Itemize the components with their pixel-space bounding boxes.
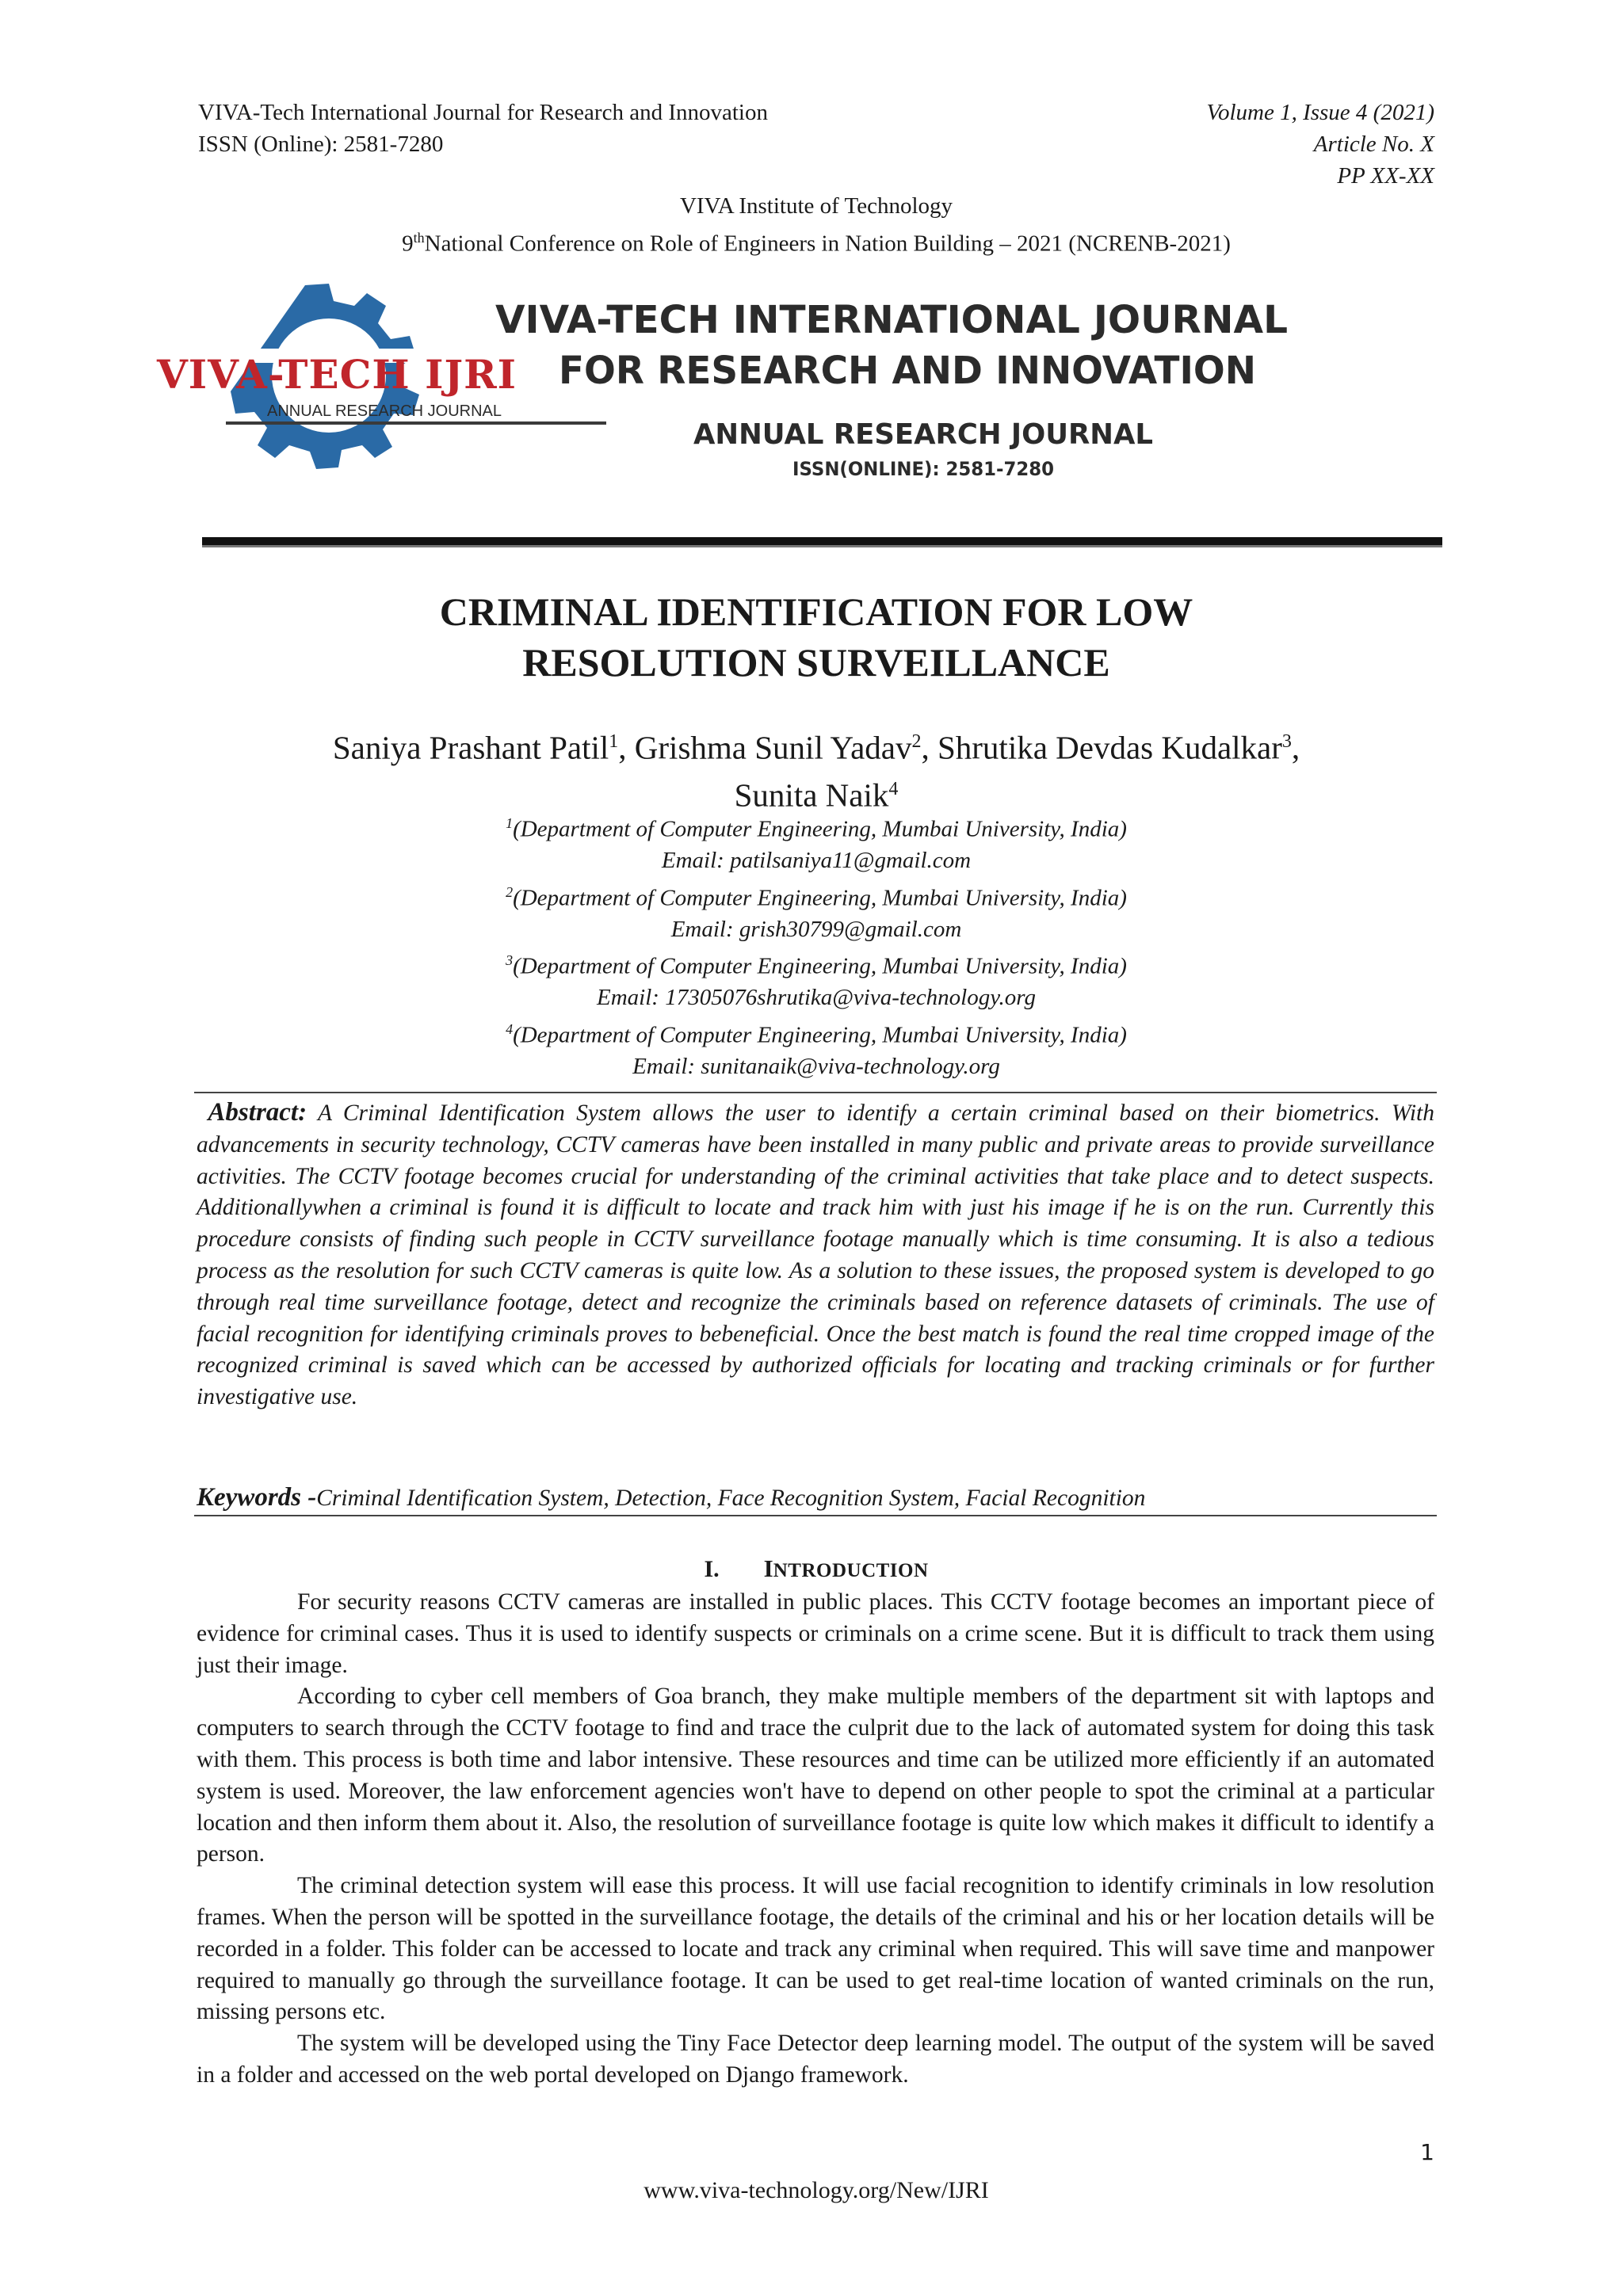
title-line-2: RESOLUTION SURVEILLANCE <box>522 640 1110 685</box>
affiliation <box>198 877 1434 914</box>
running-header-left <box>198 97 911 160</box>
author-list <box>198 721 1434 815</box>
logo-swoosh <box>226 421 606 425</box>
logo-subtitle: ANNUAL RESEARCH JOURNAL <box>267 402 502 420</box>
conference-ordinal-suffix: th <box>413 230 425 246</box>
affil-mark: 1 <box>506 815 514 831</box>
affiliation <box>198 808 1434 845</box>
journal-name: VIVA-Tech International Journal for Research and Innovation <box>198 100 768 125</box>
affil-mark: 3 <box>506 952 514 969</box>
author-name: Saniya Prashant Patil <box>332 729 609 766</box>
author-affil-mark: 4 <box>888 778 899 799</box>
author-separator: , <box>1291 729 1300 766</box>
conference-header <box>198 190 1434 260</box>
keywords <box>197 1482 1434 1514</box>
running-header-right <box>1030 97 1434 192</box>
page-range: PP XX-XX <box>1337 163 1434 189</box>
keywords-label: Keywords - <box>197 1483 317 1512</box>
conference-ordinal: 9 <box>402 231 414 257</box>
title-line-1: CRIMINAL IDENTIFICATION FOR LOW <box>439 589 1193 634</box>
affil-email: Email: sunitanaik@viva-technology.org <box>632 1054 1000 1080</box>
affil-mark: 4 <box>506 1020 514 1037</box>
author-affil-mark: 2 <box>911 731 922 752</box>
banner-divider <box>202 537 1442 545</box>
banner-subtitle: ANNUAL RESEARCH JOURNAL <box>693 418 1153 451</box>
author-affil-mark: 1 <box>609 731 619 752</box>
affil-dept: (Department of Computer Engineering, Mumbai University, India) <box>513 816 1127 842</box>
affiliation-list <box>198 808 1434 1083</box>
article-number: Article No. X <box>1313 132 1434 157</box>
paragraph: According to cyber cell members of Goa branch, they make multiple members of the department sit with laptops and computers to search through the CCTV footage to find and trace the culprit due to the lack of automated system for doing this task with them. This process is both time and labor intensive. These resources and time can be utilized more efficiently if an automated system is used. Moreover, the law enforcement agencies won't have to depend on other people to spot the criminal at a particular location and then inform them about it. Also, the resolution of surveillance footage is quite low which makes it difficult to identify a person. <box>197 1684 1434 1867</box>
affiliation <box>198 945 1434 982</box>
affil-dept: (Department of Computer Engineering, Mumbai University, India) <box>513 1022 1127 1048</box>
affil-dept: (Department of Computer Engineering, Mumbai University, India) <box>513 885 1127 911</box>
affil-email: Email: 17305076shrutika@viva-technology.org <box>597 985 1036 1011</box>
volume-issue: Volume 1, Issue 4 (2021) <box>1206 100 1434 125</box>
author-affil-mark: 3 <box>1281 731 1292 752</box>
journal-banner <box>156 285 1399 491</box>
keywords-text: Criminal Identification System, Detection, Face Recognition System, Facial Recognition <box>316 1486 1146 1511</box>
affil-mark: 2 <box>506 883 514 900</box>
author-separator: , <box>618 729 635 766</box>
section-title-rest: NTRODUCTION <box>773 1560 929 1581</box>
abstract-top-rule <box>194 1092 1437 1093</box>
abstract-text: A Criminal Identification System allows the user to identify a certain criminal based on their biometrics. With advancements in security technology, CCTV cameras have been installed in many public and private areas to provide surveillance activities. The CCTV footage becomes crucial for understanding of the criminal activities that take place and to detect suspects. Additionallywhen a criminal is found it is difficult to locate and track him with just his image if he is on the run. Currently this procedure consists of finding such people in CCTV surveillance footage manually which is time consuming. It is also a tedious process as the resolution for such CCTV cameras is quite low. As a solution to these issues, the proposed system is developed to go through real time surveillance footage, detect and recognize the criminals based on reference datasets of criminals. The use of facial recognition for identifying criminals proves to bebeneficial. Once the best match is found the real time cropped image of the recognized criminal is saved which can be accessed by authorized officials for locating and tracking criminals or for further investigative use. <box>197 1100 1434 1410</box>
abstract-label: Abstract: <box>208 1098 307 1127</box>
institute-name: VIVA Institute of Technology <box>679 193 953 219</box>
footer-url: www.viva-technology.org/New/IJRI <box>643 2177 989 2203</box>
keywords-bottom-rule <box>194 1515 1437 1516</box>
author-separator: , <box>921 729 938 766</box>
abstract <box>197 1097 1434 1413</box>
paper-title <box>198 586 1434 688</box>
author-name: Grishma Sunil Yadav <box>634 729 912 766</box>
paragraph: The system will be developed using the Tiny Face Detector deep learning model. The output of the system will be saved in a folder and accessed on the web portal developed on Django framework. <box>197 2031 1434 2088</box>
section-number: I. <box>704 1556 720 1582</box>
section-title-initial: I <box>763 1554 773 1582</box>
banner-issn: ISSN(ONLINE): 2581-7280 <box>792 458 1054 480</box>
author-name: Shrutika Devdas Kudalkar <box>937 729 1282 766</box>
conference-name <box>198 222 1434 260</box>
paragraph: The criminal detection system will ease this process. It will use facial recognition to identify criminals in low resolution frames. When the person will be spotted in the surveillance footage, the details of the criminal and his or her location details will be recorded in a folder. This folder can be accessed to locate and track any criminal when required. This will save time and manpower required to manually go through the surveillance footage. It can be used to get real-time location of wanted criminals on the run, missing persons etc. <box>197 1873 1434 2025</box>
page-number: 1 <box>1420 2139 1434 2165</box>
author-name: Sunita Naik <box>734 776 889 814</box>
author-line-1 <box>198 721 1434 769</box>
section-heading <box>198 1554 1434 1583</box>
affil-email: Email: grish30799@gmail.com <box>670 916 962 942</box>
banner-title-line2: FOR RESEARCH AND INNOVATION <box>559 349 1256 393</box>
banner-title-line1: VIVA-TECH INTERNATIONAL JOURNAL <box>495 298 1288 342</box>
affil-dept: (Department of Computer Engineering, Mumbai University, India) <box>513 953 1127 979</box>
section-body <box>197 1587 1434 2092</box>
paragraph: For security reasons CCTV cameras are installed in public places. This CCTV footage becomes an important piece of evidence for criminal cases. Thus it is used to identify suspects or criminals on a crime scene. But it is difficult to track them using just their image. <box>197 1589 1434 1678</box>
conference-title: National Conference on Role of Engineers in Nation Building – 2021 (NCRENB-2021) <box>424 231 1231 257</box>
logo-text: VIVA-TECH IJRI <box>156 351 517 398</box>
affiliation <box>198 1014 1434 1051</box>
journal-issn: ISSN (Online): 2581-7280 <box>198 132 444 157</box>
affil-email: Email: patilsaniya11@gmail.com <box>661 848 972 874</box>
